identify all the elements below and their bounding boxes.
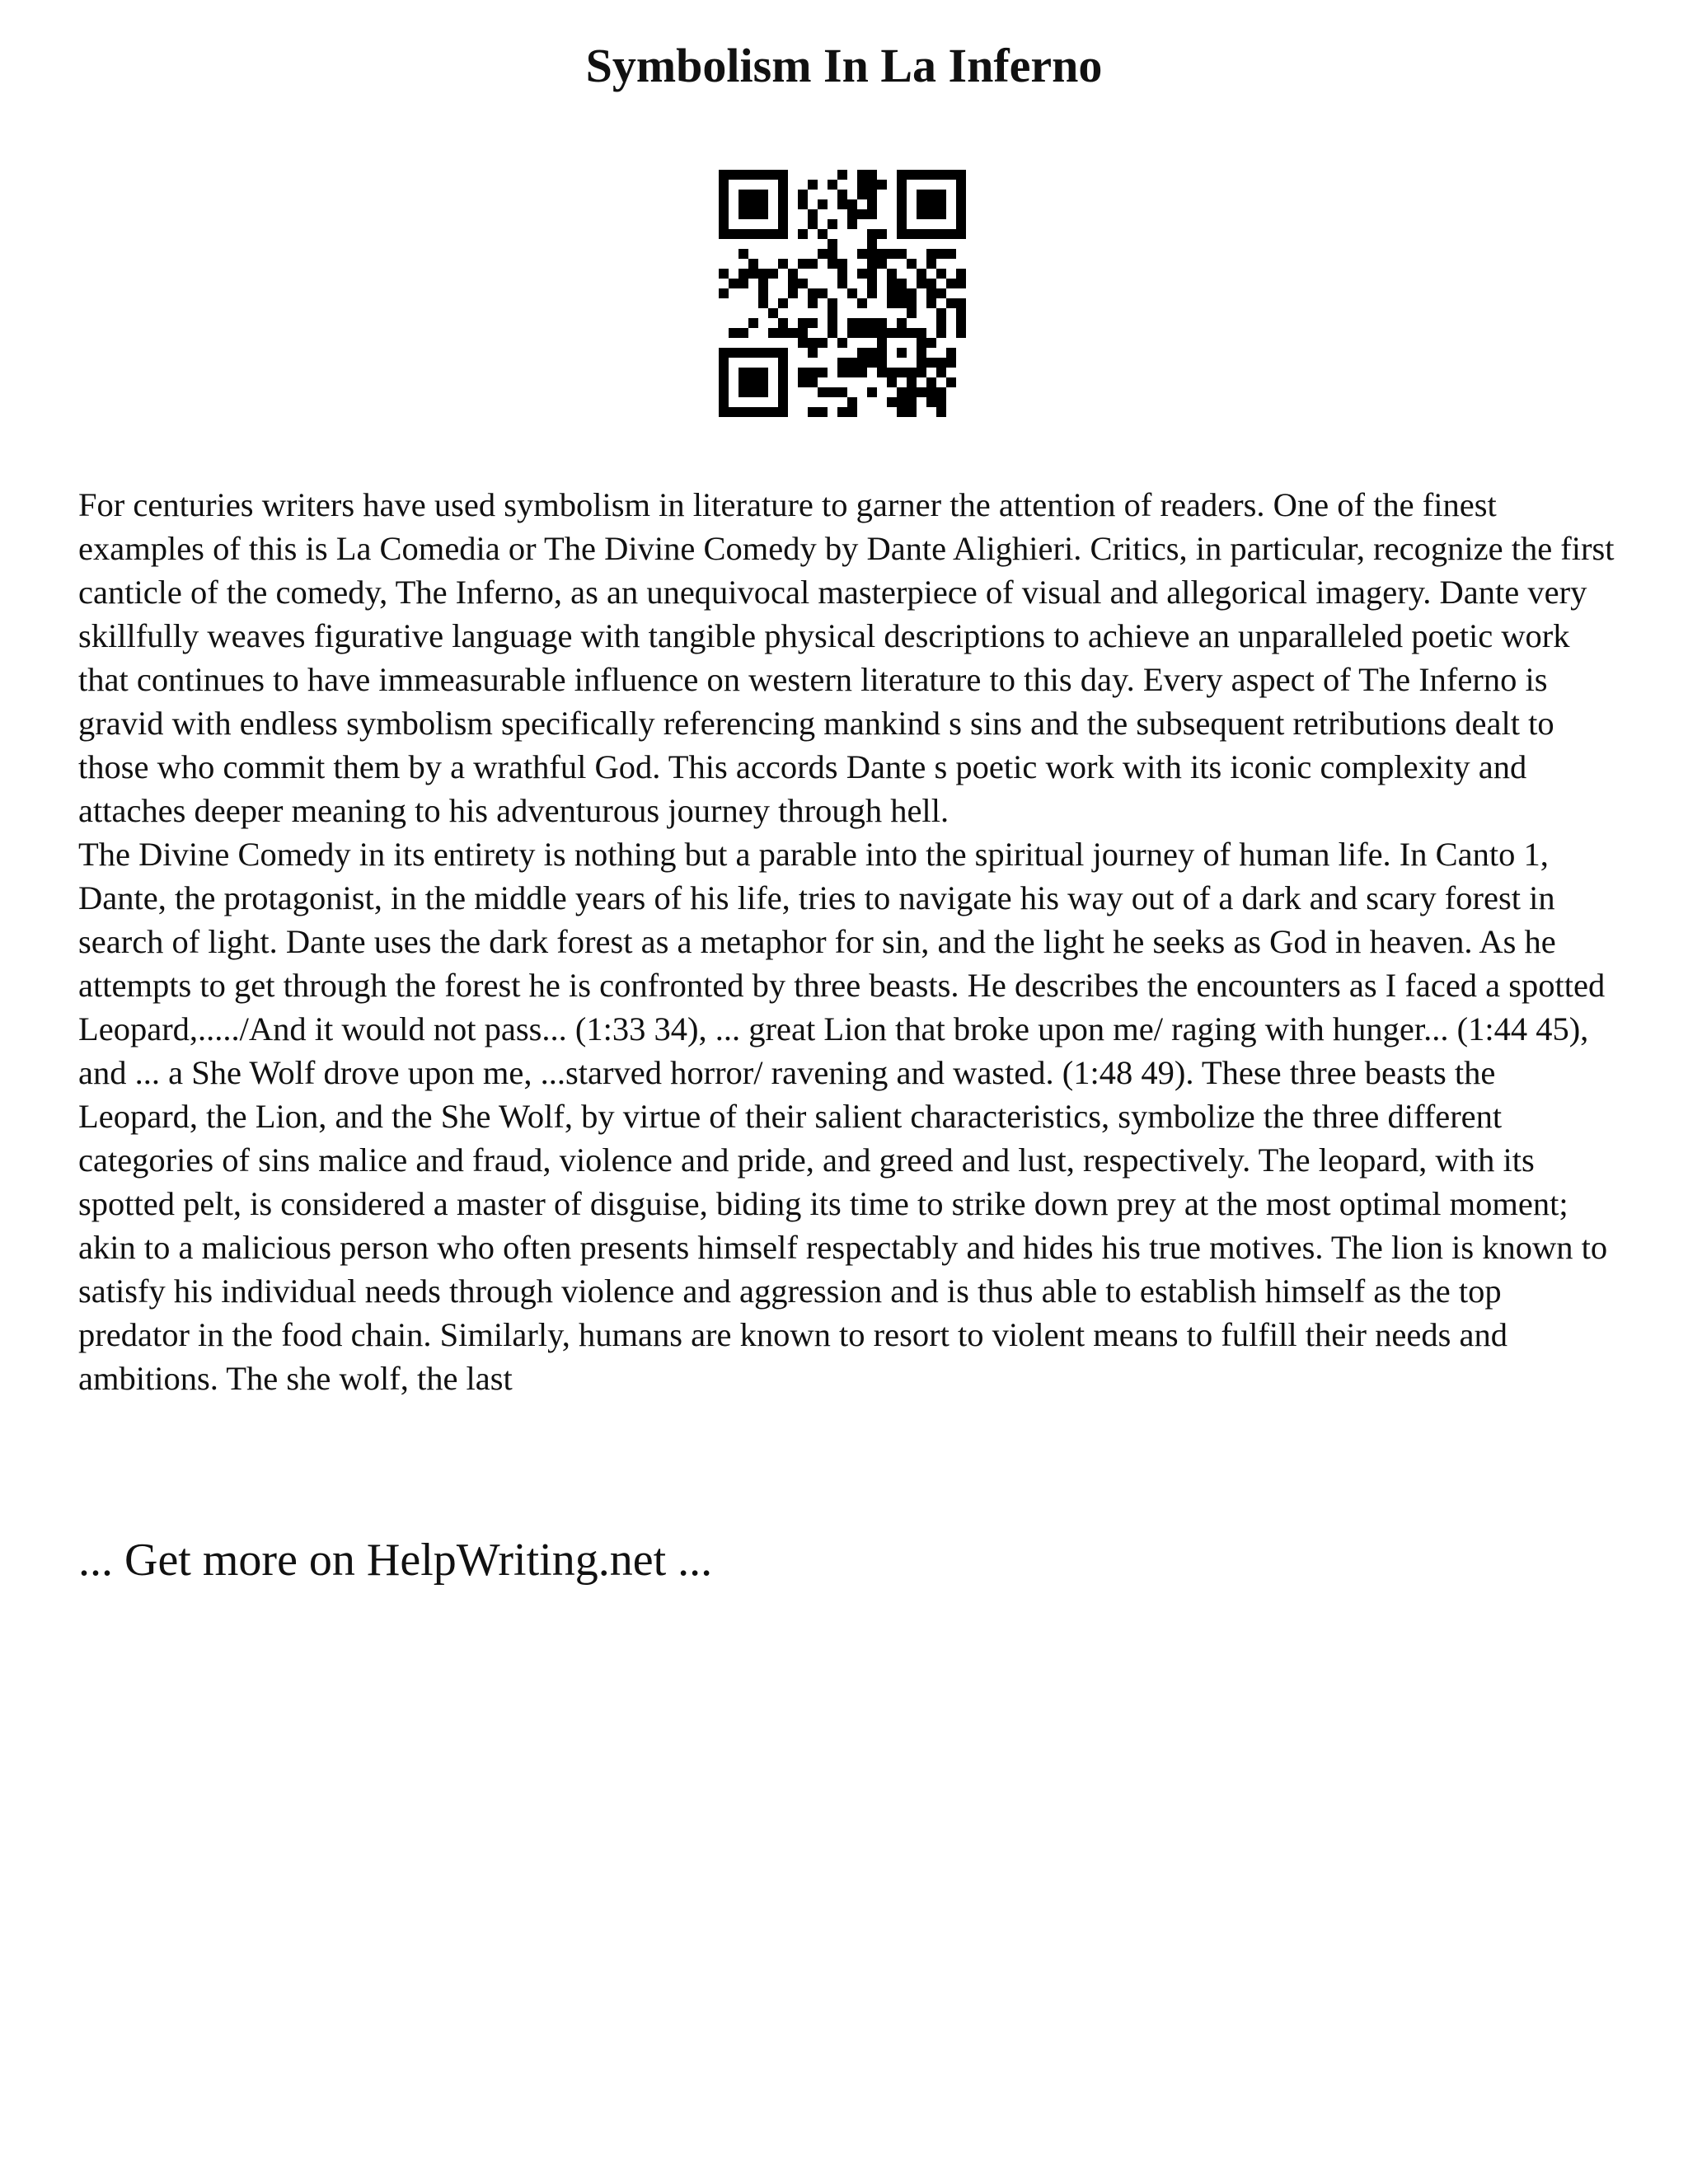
article-body [78,483,1618,1400]
qr-code-icon [719,170,966,417]
more-link-text: ... Get more on HelpWriting.net ... [78,1535,713,1586]
paragraph: The Divine Comedy in its entirety is nothing but a parable into the spiritual journey of human life. In Canto 1, Dante, the protagonist, in the middle years of his life, tries to navigate his way out of a dark and scary forest in search of light. Dante uses the dark forest as a metaphor for sin, and the light he seeks as God in heaven. As he attempts to get through the forest he is confronted by three beasts. He describes the encounters as I faced a spotted Leopard,...../And it would not pass... (1:33 34), ... great Lion that broke upon me/ raging with hunger... (1:44 45), and ... a She Wolf drove upon me, ...starved horror/ ravening and wasted. (1:48 49). These three beasts the Leopard, the Lion, and the She Wolf, by virtue of their salient characteristics, symbolize the three different categories of sins malice and fraud, violence and pride, and greed and lust, respectively. The leopard, with its spotted pelt, is considered a master of disguise, biding its time to strike down prey at the most optimal moment; akin to a malicious person who often presents himself respectably and hides his true motives. The lion is known to satisfy his individual needs through violence and aggression and is thus able to establish himself as the top predator in the food chain. Similarly, humans are known to resort to violent means to fulfill their needs and ambitions. The she wolf, the last [78,836,1608,1397]
paragraph: For centuries writers have used symbolism in literature to garner the attention of readers. One of the finest examples of this is La Comedia or The Divine Comedy by Dante Alighieri. Critics, in particular, recognize the first canticle of the comedy, The Inferno, as an unequivocal masterpiece of visual and allegorical imagery. Dante very skillfully weaves figurative language with tangible physical descriptions to achieve an unparalleled poetic work that continues to have immeasurable influence on western literature to this day. Every aspect of The Inferno is gravid with endless symbolism specifically referencing mankind s sins and the subsequent retributions dealt to those who commit them by a wrathful God. This accords Dante s poetic work with its iconic complexity and attaches deeper meaning to his adventurous journey through hell. [78,486,1615,829]
page-title: Symbolism In La Inferno [585,39,1103,92]
